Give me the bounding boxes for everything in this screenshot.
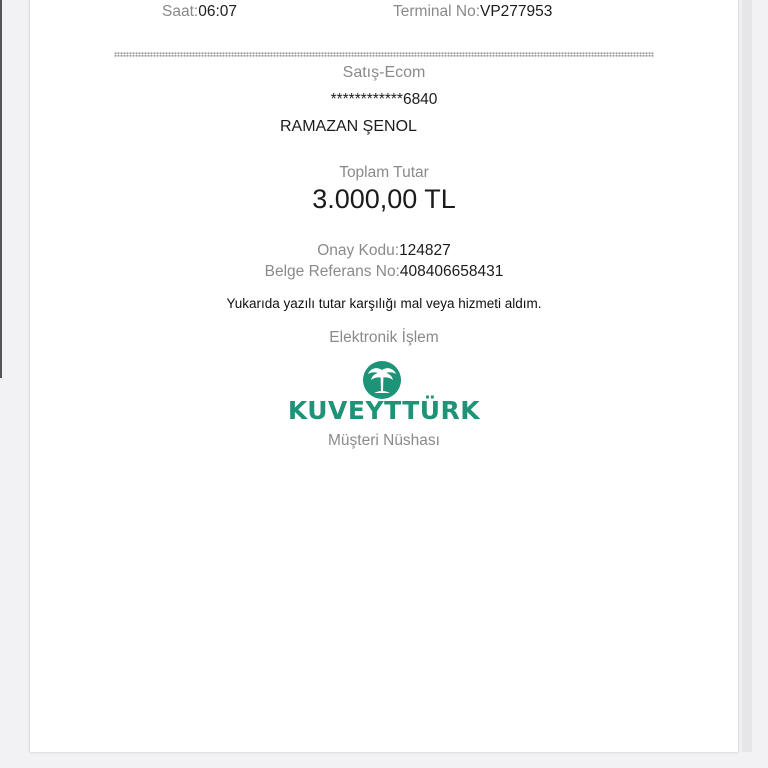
- reference-row: [30, 263, 738, 281]
- dotted-divider: [114, 52, 654, 57]
- time-label: Saat:: [162, 3, 199, 20]
- kuveytturk-palm-logo-icon: [362, 360, 402, 400]
- acknowledgement-text: Yukarıda yazılı tutar karşılığı mal veya hizmeti aldım.: [226, 296, 542, 311]
- window-left-edge: [0, 0, 2, 378]
- transaction-mode: Elektronik İşlem: [329, 329, 439, 346]
- card-holder-name: RAMAZAN ŞENOL: [280, 118, 417, 135]
- receipt-paper: [30, 0, 738, 752]
- copy-type: Müşteri Nüshası: [328, 432, 440, 449]
- bank-name: KUVEYTTÜRK: [287, 396, 481, 425]
- terminal-label: Terminal No:: [393, 3, 480, 20]
- transaction-type: Satış-Ecom: [342, 64, 426, 81]
- approval-label: Onay Kodu:: [317, 242, 400, 259]
- time-row: [162, 3, 237, 21]
- terminal-row: [393, 3, 552, 21]
- masked-card-number: ************6840: [330, 91, 438, 108]
- page-right-strip: [742, 0, 752, 752]
- approval-row: [30, 242, 738, 260]
- reference-value: 408406658431: [399, 263, 504, 280]
- reference-label: Belge Referans No:: [264, 263, 400, 280]
- approval-value: 124827: [399, 242, 451, 259]
- total-amount: 3.000,00 TL: [312, 184, 456, 214]
- total-label: Toplam Tutar: [339, 164, 429, 181]
- time-value: 06:07: [198, 3, 237, 20]
- terminal-value: VP277953: [480, 3, 553, 20]
